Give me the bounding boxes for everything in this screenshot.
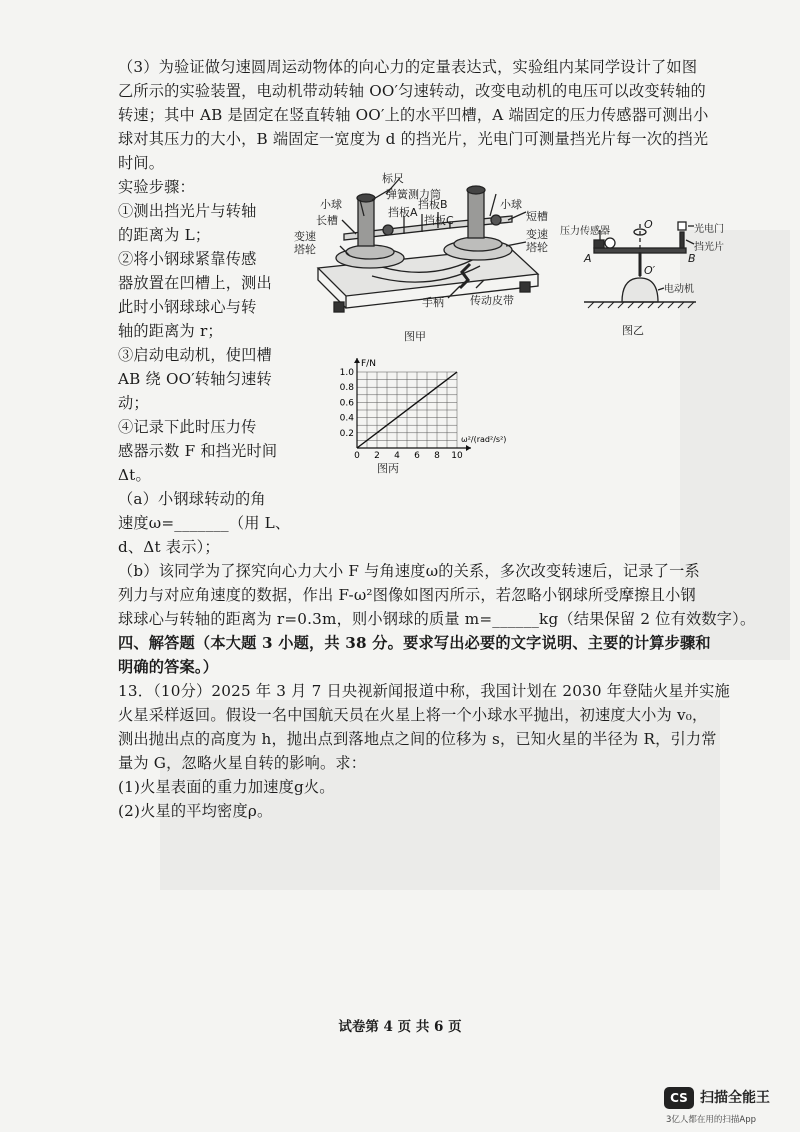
scanner-logo: CS xyxy=(664,1087,694,1109)
x-tick-label: 6 xyxy=(414,451,420,461)
q13-line: 火星采样返回。假设一名中国航天员在火星上将一个小球水平抛出，初速度大小为 v₀， xyxy=(118,706,708,724)
section-heading: 明确的答案。） xyxy=(118,658,219,676)
label-o-top: O xyxy=(644,218,653,231)
step-line: ③启动电动机，使凹槽 xyxy=(118,346,272,364)
scanner-name: 扫描全能王 xyxy=(700,1090,770,1106)
step-line: Δt。 xyxy=(118,466,151,484)
page-footer: 试卷第 4 页 共 6 页 xyxy=(338,1019,462,1035)
label-point-a: A xyxy=(584,252,592,265)
step-line: 此时小钢球球心与转 xyxy=(118,298,257,316)
x-tick-label: 10 xyxy=(451,451,463,461)
q13-subquestion: (2)火星的平均密度ρ。 xyxy=(118,802,273,820)
step-line: ②将小钢球紧靠传感 xyxy=(118,250,257,268)
label-tower-wheel-left: 变速 塔轮 xyxy=(294,230,316,256)
q13-line: 13．（10分）2025 年 3 月 7 日央视新闻报道中称，我国计划在 2030 年登陆火星并实施 xyxy=(118,682,730,700)
label-handle: 手柄 xyxy=(422,296,444,309)
label-belt: 传动皮带 xyxy=(470,294,514,307)
label-short-slot: 短槽 xyxy=(526,210,548,223)
label-biaochi: 标尺 xyxy=(382,172,404,185)
figure-yi xyxy=(560,218,724,348)
label-tanhuang: 弹簧测力筒 xyxy=(386,188,441,201)
y-tick-label: 0.6 xyxy=(339,398,354,409)
figure-jia-caption: 图甲 xyxy=(404,330,426,343)
q3-line: 球对其压力的大小，B 端固定一宽度为 d 的挡光片，光电门可测量挡光片每一次的挡光 xyxy=(118,130,709,148)
part-b-line: 球球心与转轴的距离为 r=0.3m，则小钢球的质量 m=______kg（结果保留 2 位有效数字）。 xyxy=(118,610,756,628)
step-line: AB 绕 OO′转轴匀速转 xyxy=(118,370,272,388)
y-tick-label: 0.8 xyxy=(339,383,354,394)
step-line: 器放置在凹槽上，测出 xyxy=(118,274,272,292)
y-axis-label: F/N xyxy=(361,359,376,369)
label-photogate: 光电门 xyxy=(694,224,724,235)
section-heading: 四、解答题（本大题 3 小题，共 38 分。要求写出必要的文字说明、主要的计算步骤和 xyxy=(118,634,711,652)
x-tick-label: 2 xyxy=(374,451,380,461)
steps-heading: 实验步骤： xyxy=(118,178,195,196)
label-shade-plate: 挡光片 xyxy=(694,242,724,253)
label-baffle-c: 挡板C xyxy=(424,214,454,227)
label-point-b: B xyxy=(688,252,696,265)
part-b-line: （b）该同学为了探究向心力大小 F 与角速度ω的关系，多次改变转速后，记录了一系 xyxy=(118,562,700,580)
y-axis-arrow xyxy=(354,358,360,363)
part-a-line: d、Δt 表示）； xyxy=(118,538,220,556)
part-b-line: 列力与对应角速度的数据，作出 F-ω²图像如图丙所示，若忽略小钢球所受摩擦且小钢 xyxy=(118,586,696,604)
label-long-slot: 长槽 xyxy=(316,214,338,227)
q3-line: 转速；其中 AB 是固定在竖直转轴 OO′上的水平凹槽，A 端固定的压力传感器可测出小 xyxy=(118,106,709,124)
f-omega-chart xyxy=(325,352,515,462)
figure-bing xyxy=(325,352,515,482)
step-line: ①测出挡光片与转轴 xyxy=(118,202,257,220)
x-tick-label: 0 xyxy=(354,451,360,461)
q3-line: （3）为验证做匀速圆周运动物体的向心力的定量表达式，实验组内某同学设计了如图 xyxy=(118,58,698,76)
label-baffle-a: 挡板A xyxy=(388,206,418,219)
q13-line: 测出抛出点的高度为 h，抛出点到落地点之间的位移为 s，已知火星的半径为 R，引力常 xyxy=(118,730,717,748)
q13-subquestion: (1)火星表面的重力加速度g火。 xyxy=(118,778,335,796)
x-axis-label: ω²/(rad²/s²) xyxy=(461,435,507,444)
part-a-line: （a）小钢球转动的角 xyxy=(118,490,266,508)
label-ball-right: 小球 xyxy=(500,198,522,211)
label-baffle-b: 挡板B xyxy=(418,198,448,211)
step-line: 的距离为 L； xyxy=(118,226,211,244)
step-line: ④记录下此时压力传 xyxy=(118,418,257,436)
figure-jia xyxy=(294,172,550,366)
q13-line: 量为 G，忽略火星自转的影响。求： xyxy=(118,754,367,772)
label-ball-left: 小球 xyxy=(320,198,342,211)
q3-line: 乙所示的实验装置，电动机带动转轴 OO′匀速转动，改变电动机的电压可以改变转轴的 xyxy=(118,82,706,100)
x-tick-label: 4 xyxy=(394,451,400,461)
x-tick-label: 8 xyxy=(434,451,440,461)
y-tick-label: 0.2 xyxy=(339,428,354,439)
q3-line: 时间。 xyxy=(118,154,165,172)
label-o-bottom: O′ xyxy=(644,264,656,277)
step-line: 轴的距离为 r； xyxy=(118,322,223,340)
scanner-watermark xyxy=(662,1085,797,1129)
part-a-line: 速度ω=_______（用 L、 xyxy=(118,514,291,532)
label-pressure-sensor: 压力传感器 xyxy=(560,226,610,237)
x-axis-arrow xyxy=(466,445,471,451)
scanner-tagline: 3亿人都在用的扫描App xyxy=(666,1115,757,1125)
step-line: 动； xyxy=(118,394,149,412)
figure-bing-caption: 图丙 xyxy=(377,462,399,475)
y-tick-label: 0.4 xyxy=(339,413,354,424)
step-line: 感器示数 F 和挡光时间 xyxy=(118,442,278,460)
label-tower-wheel-right: 变速 塔轮 xyxy=(526,228,548,254)
y-tick-label: 1.0 xyxy=(339,368,354,378)
figure-yi-caption: 图乙 xyxy=(622,324,644,337)
label-motor: 电动机 xyxy=(664,284,694,295)
